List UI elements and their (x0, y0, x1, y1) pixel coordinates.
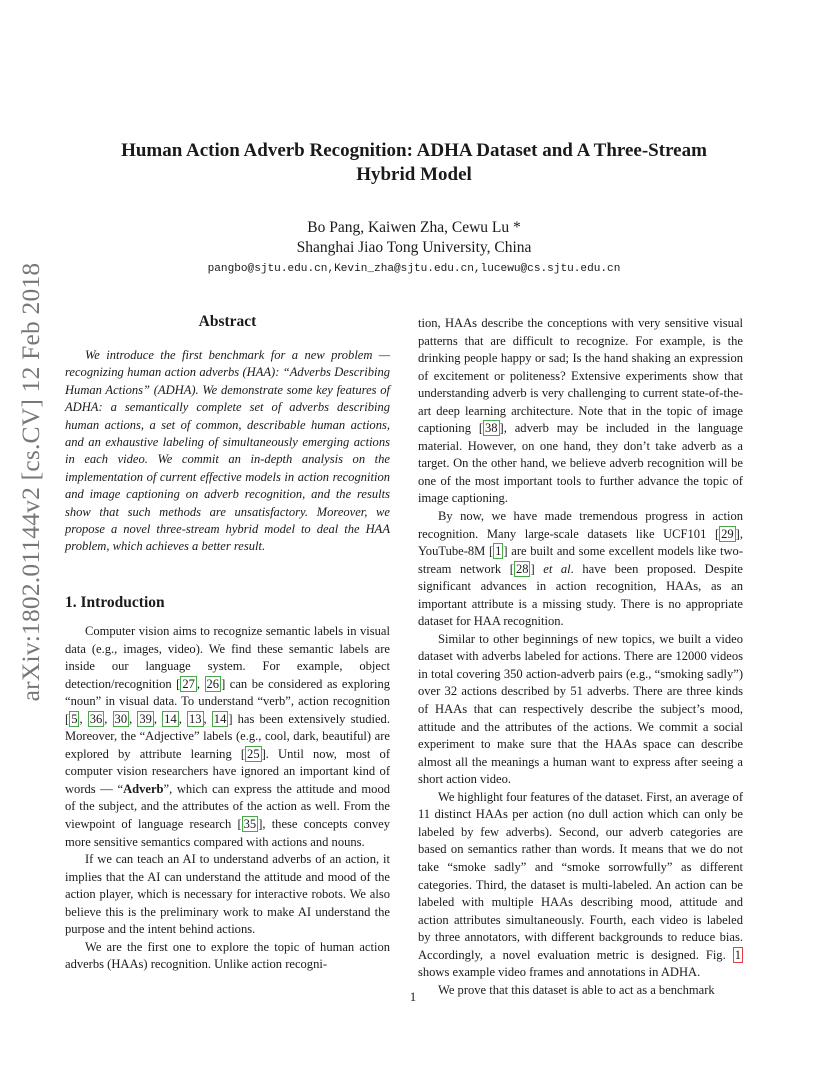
citation-link[interactable]: 13 (188, 711, 202, 726)
right-paragraph-4 (418, 789, 743, 982)
text-run (535, 562, 544, 576)
text-run: Computer vision aims to recognize semantic labels in visual data (e.g., images, video). We find these semantic labels are inside our language system. For example, object detection/recognition (65, 624, 390, 691)
abstract-text: We introduce the first benchmark for a new problem — recognizing human action adverbs (HAA): “Adverbs Describing Human Actions” (ADHA). We demonstrate some key features of ADHA: a semantically complete set of adverbs describing human actions, a set of common, describable human actions, and an exhaustive labeling of simultaneously emerging actions in each video. We commit an in-depth analysis on the implementation of current effective models in action recognition and image captioning on adverb recognition, and the results show that such methods are unsatisfactory. Moreover, we propose a novel three-stream hybrid model to deal the HAA problem, which achieves a better result. (65, 348, 390, 554)
citation-link[interactable]: 30 (114, 711, 128, 726)
title-line-1: Human Action Adverb Recognition: ADHA Dataset and A Three-Stream (121, 140, 707, 161)
right-paragraph-5: We prove that this dataset is able to act as a benchmark (438, 982, 715, 997)
right-paragraph-3: Similar to other beginnings of new topics, we built a video dataset with adverbs labeled for actions. There are 12000 videos in total covering 350 action-adverb pairs (e.g., “smoking sadly”) over 32 actions described by 51 adverbs. There are three kinds of HAAs that can respectively describe the subject’s mood, attitude and the attributes of the actions. We commit a social experiment to make sure that the HAAs space can describe almost all the meanings a human want to express after seeing a short action video. (418, 631, 743, 787)
citation-link[interactable]: 36 (89, 711, 103, 726)
citation-link[interactable]: 26 (206, 676, 220, 691)
citation-link[interactable]: 1 (495, 544, 502, 559)
text-run: ”, which can express the attitude and mood of the subject, and the attributes of the action as well. From the viewpoint of language research (65, 781, 390, 832)
section-heading-introduction: 1. Introduction (65, 594, 165, 611)
author-emails: pangbo@sjtu.edu.cn,Kevin_zha@sjtu.edu.cn,lucewu@cs.sjtu.edu.cn (207, 263, 621, 275)
et-al: et al (543, 561, 571, 576)
right-paragraph-1: tion, HAAs describe the conceptions with very sensitive visual patterns that are difficult to recognize. For example, is the drinking people happy or sad; Is the hand shaking an expression of excitement or politeness? Extensive experiments show that understanding adverb is very challenging to current state-of-the-art deep learning architecture. Note that in the topic of image captioning [ 38 ], adverb may be included in the language material. However, on one hand, they don’t take adverb as a target. On the other hand, we believe adverb recognition will be one of the most important tools to further advance the topic of image captioning. (418, 316, 743, 506)
intro-paragraph-1: Computer vision aims to recognize semantic labels in visual data (e.g., images, video). We find these semantic labels are inside our language system. For example, object detection/recognition [ 27 , 26 ] can be considered as exploring “noun” in visual data. To understand “verb”, action recognition [ 5 , 36 , 30 , 39 , 14 , 13 , 14 ] has been extensively studied. Moreover, the “Adjective” labels (e.g., cool, dark, beautiful) are explored by attribute learning [ 25 ]. Until now, most of computer vision researchers have ignored an important kind of words — “Adverb”, which can express the attitude and mood of the subject, and the attributes of the action as well. From the viewpoint of language research [ 35 ], these concepts convey more sensitive semantics compared with actions and nouns. (65, 624, 390, 849)
citation-link[interactable]: 38 (485, 421, 498, 436)
citation-link[interactable]: 39 (139, 711, 152, 726)
authors: Bo Pang, Kaiwen Zha, Cewu Lu * (307, 219, 521, 236)
text-run: , these concepts convey more sensitive semantics compared with actions and nouns. (65, 817, 390, 849)
arxiv-stamp (9, 262, 53, 702)
citation-link[interactable]: 28 (515, 561, 529, 576)
text-run: , adverb may be included in the language material. However, on one hand, they don’t take adverb as a target. On the other hand, we believe adverb recognition will be one of the most important tools to further advance the topic of image captioning. (418, 421, 743, 506)
arxiv-stamp-text: arXiv:1802.01144v2 [cs.CV] 12 Feb 2018 (16, 262, 45, 702)
adverb-emphasis: Adverb (123, 781, 164, 796)
affiliation: Shanghai Jiao Tong University, China (296, 239, 532, 256)
citation-link[interactable]: 29 (721, 526, 734, 541)
citation-link[interactable]: 5 (71, 711, 78, 726)
paper-title (60, 139, 768, 187)
intro-paragraph-3: We are the first one to explore the topic of human action adverbs (HAAs) recognition. Unlike action recogni- (65, 939, 390, 972)
text-run: We highlight four features of the dataset. First, an average of 11 distinct HAAs per action (no dull action which can only be labeled by few adverbs). Second, our adverb categories are based on semantics rather than words. It means that we do not take “smoke sadly” and “smoke sorrowfully” as different categories. Third, the dataset is multi-labeled. An action can be labeled with multiple HAAs describing mood, attitude and action attributes simultaneously. Fourth, each video is labeled by three annotators, with different backgrounds to reduce bias. Accordingly, a novel evaluation metric is designed. Fig. (418, 789, 743, 962)
text-run: By now, we have made tremendous progress in action recognition. Many large-scale datasets like UCF101 (418, 509, 743, 541)
text-run: shows example video frames and annotations in ADHA. (418, 965, 701, 980)
right-column (418, 315, 743, 999)
abstract-heading: Abstract (198, 313, 257, 330)
citation-link[interactable]: 14 (213, 711, 227, 726)
citation-link[interactable]: 35 (243, 817, 257, 832)
citation-link[interactable]: 25 (247, 746, 260, 761)
text-run: are built and some excellent models like two-stream network (418, 544, 744, 576)
left-column (65, 623, 390, 974)
text-run: . Until now, most of computer vision researchers have ignored an important kind of words — “ (65, 746, 390, 796)
text-run: can be considered as exploring “noun” in visual data. To understand “verb”, action recognition (65, 676, 390, 709)
text-run: . have been proposed. Despite significant advances in action recognition, HAAs, as an important attribute is a missing study. There is no appropriate dataset for HAA recognition. (418, 561, 743, 629)
text-run: has been extensively studied. Moreover, the “Adjective” labels (e.g., cool, dark, beautiful) are explored by attribute learning (65, 711, 390, 761)
right-paragraph-2: By now, we have made tremendous progress in action recognition. Many large-scale datasets like UCF101 [ 29 ], YouTube-8M [ 1 ] are built and some excellent models like two-stream network [ 28 ] et al. have been proposed. Despite significant advances in action recognition, HAAs, as an important attribute is a missing study. There is no appropriate dataset for HAA recognition. (418, 509, 744, 629)
citation-link[interactable]: 14 (164, 711, 177, 726)
title-line-2: Hybrid Model (356, 164, 472, 185)
text-run: tion, HAAs describe the conceptions with very sensitive visual patterns that are difficult to recognize. For example, is the drinking people happy or sad; Is the hand shaking an expression of excitement or politeness? Extensive experiments show that understanding adverb is very challenging to current state-of-the-art deep learning architecture. Note that in the topic of image captioning (418, 316, 743, 436)
text-run: , YouTube-8M (418, 526, 743, 559)
figure-link[interactable]: 1 (734, 947, 741, 962)
citation-link[interactable]: 27 (182, 676, 195, 691)
intro-paragraph-2: If we can teach an AI to understand adverbs of an action, it implies that the AI can understand the attitude and mood of the action player, which is necessary for interactive robots. We also believe this is the preliminary work to make AI understand the purpose and the intent behind actions. (65, 852, 390, 937)
page-number: 1 (409, 990, 417, 1004)
